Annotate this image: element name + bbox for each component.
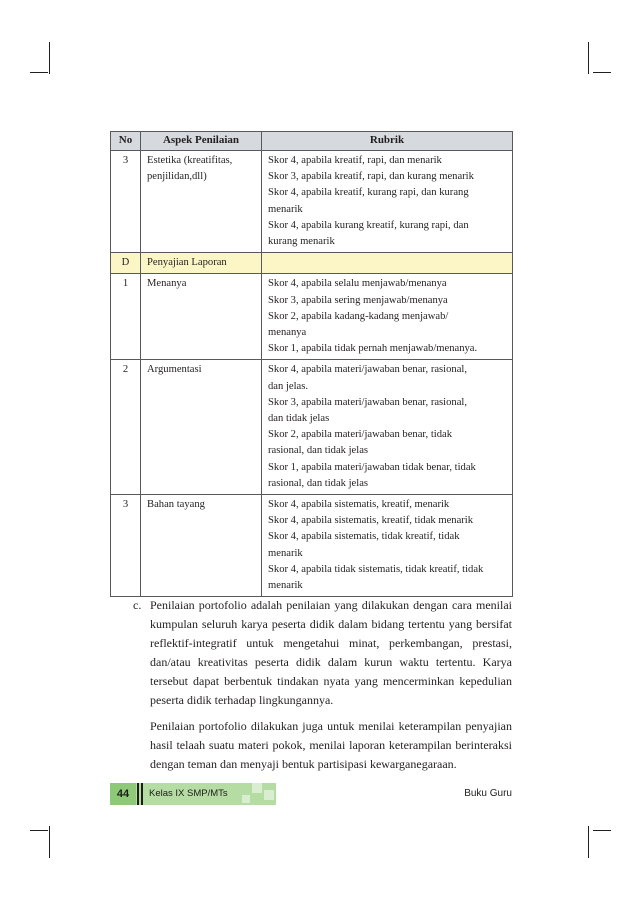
crop-mark bbox=[49, 826, 50, 858]
row-aspect bbox=[141, 495, 262, 597]
rubric-line: Skor 4, apabila kurang kreatif, kurang rapi, dan bbox=[268, 219, 469, 231]
footer-decor-square bbox=[242, 795, 250, 803]
crop-mark bbox=[593, 830, 611, 831]
row-rubric bbox=[262, 274, 513, 360]
rubric-line: Skor 4, apabila materi/jawaban benar, rasional, bbox=[268, 364, 468, 376]
rubric-line: Skor 4, apabila tidak sistematis, tidak kreatif, tidak bbox=[268, 563, 484, 575]
rubric-line: menarik bbox=[268, 580, 303, 592]
header-aspect: Aspek Penilaian bbox=[141, 132, 262, 151]
crop-mark bbox=[30, 830, 48, 831]
paragraph-c bbox=[133, 596, 512, 711]
aspect-line: penjilidan,dll) bbox=[147, 171, 207, 183]
section-row bbox=[111, 253, 513, 274]
table-header-row bbox=[111, 132, 513, 151]
rubric-line: Skor 4, apabila kreatif, kurang rapi, dan kurang bbox=[268, 187, 469, 199]
row-rubric bbox=[262, 151, 513, 253]
row-number: 3 bbox=[111, 151, 141, 253]
rubric-line: Skor 2, apabila materi/jawaban benar, tidak bbox=[268, 429, 453, 441]
rubric-line: rasional, dan tidak jelas bbox=[268, 477, 369, 489]
section-letter: D bbox=[111, 253, 141, 274]
row-rubric bbox=[262, 360, 513, 495]
rubric-line: Skor 1, apabila materi/jawaban tidak benar, tidak bbox=[268, 461, 476, 473]
row-aspect bbox=[141, 274, 262, 360]
aspect-line: Estetika (kreatifitas, bbox=[147, 155, 233, 166]
table-row bbox=[111, 274, 513, 360]
table-row bbox=[111, 360, 513, 495]
footer-right-label: Buku Guru bbox=[464, 788, 512, 799]
rubric-line: Skor 4, apabila sistematis, kreatif, tidak menarik bbox=[268, 515, 474, 527]
row-aspect bbox=[141, 151, 262, 253]
header-rubric: Rubrik bbox=[262, 132, 513, 151]
crop-mark bbox=[588, 826, 589, 858]
paragraph-portfolio bbox=[133, 717, 512, 774]
row-number: 2 bbox=[111, 360, 141, 495]
rubric-line: Skor 3, apabila materi/jawaban benar, rasional, bbox=[268, 396, 468, 408]
rubric-line: Skor 2, apabila kadang-kadang menjawab/ bbox=[268, 310, 449, 322]
rubric-line: menarik bbox=[268, 547, 303, 559]
rubric-line: Skor 1, apabila tidak pernah menjawab/menanya. bbox=[268, 343, 478, 355]
rubric-line: menanya bbox=[268, 327, 307, 339]
rubric-line: Skor 4, apabila selalu menjawab/menanya bbox=[268, 278, 447, 290]
body-text bbox=[133, 596, 512, 774]
row-aspect bbox=[141, 360, 262, 495]
aspect-line: Argumentasi bbox=[147, 364, 202, 376]
row-number: 1 bbox=[111, 274, 141, 360]
crop-mark bbox=[593, 72, 611, 73]
page-number: 44 bbox=[110, 783, 136, 805]
rubric-line: menarik bbox=[268, 203, 303, 215]
table-row bbox=[111, 495, 513, 597]
rubric-line: kurang menarik bbox=[268, 236, 335, 248]
aspect-line: Menanya bbox=[147, 278, 187, 290]
rubric-line: Skor 3, apabila kreatif, rapi, dan kurang menarik bbox=[268, 171, 474, 183]
header-no: No bbox=[111, 132, 141, 151]
crop-mark bbox=[30, 72, 48, 73]
list-marker: c. bbox=[133, 598, 142, 612]
crop-mark bbox=[49, 42, 50, 74]
footer-book-label: Kelas IX SMP/MTs bbox=[149, 788, 228, 799]
table-row bbox=[111, 151, 513, 253]
rubric-line: Skor 4, apabila sistematis, tidak kreatif, tidak bbox=[268, 531, 460, 543]
rubric-line: dan tidak jelas bbox=[268, 413, 330, 425]
footer-divider bbox=[141, 783, 143, 805]
footer-decor-square bbox=[252, 783, 262, 793]
rubric-line: dan jelas. bbox=[268, 380, 309, 392]
rubric-line: Skor 4, apabila sistematis, kreatif, menarik bbox=[268, 499, 450, 511]
paragraph-portfolio-text: Penilaian portofolio dilakukan juga untuk menilai keterampilan penyajian hasil telaah suatu materi pokok, menilai laporan keterampilan berinteraksi dengan teman dan menyaji bentuk partisipasi kewarganegaraan. bbox=[150, 718, 512, 771]
crop-mark bbox=[588, 42, 589, 74]
rubric-line: rasional, dan tidak jelas bbox=[268, 445, 369, 457]
section-empty-cell bbox=[262, 253, 513, 274]
footer-decor-square bbox=[264, 790, 274, 800]
rubric-table bbox=[110, 131, 513, 597]
section-title: Penyajian Laporan bbox=[141, 253, 262, 274]
paragraph-c-text: Penilaian portofolio adalah penilaian yang dilakukan dengan cara menilai kumpulan seluruh karya peserta didik dalam bidang tertentu yang bersifat reflektif-integratif untuk mengetahui minat, perkembangan, prestasi, dan/atau kreativitas peserta didik dalam kurun waktu tertentu. Karya tersebut dapat berbentuk tindakan nyata yang mencerminkan kepedulian peserta didik terhadap lingkungannya. bbox=[150, 598, 512, 708]
row-rubric bbox=[262, 495, 513, 597]
rubric-line: Skor 3, apabila sering menjawab/menanya bbox=[268, 294, 448, 306]
rubric-line: Skor 4, apabila kreatif, rapi, dan menarik bbox=[268, 155, 442, 166]
aspect-line: Bahan tayang bbox=[147, 499, 205, 511]
row-number: 3 bbox=[111, 495, 141, 597]
footer-divider bbox=[137, 783, 139, 805]
